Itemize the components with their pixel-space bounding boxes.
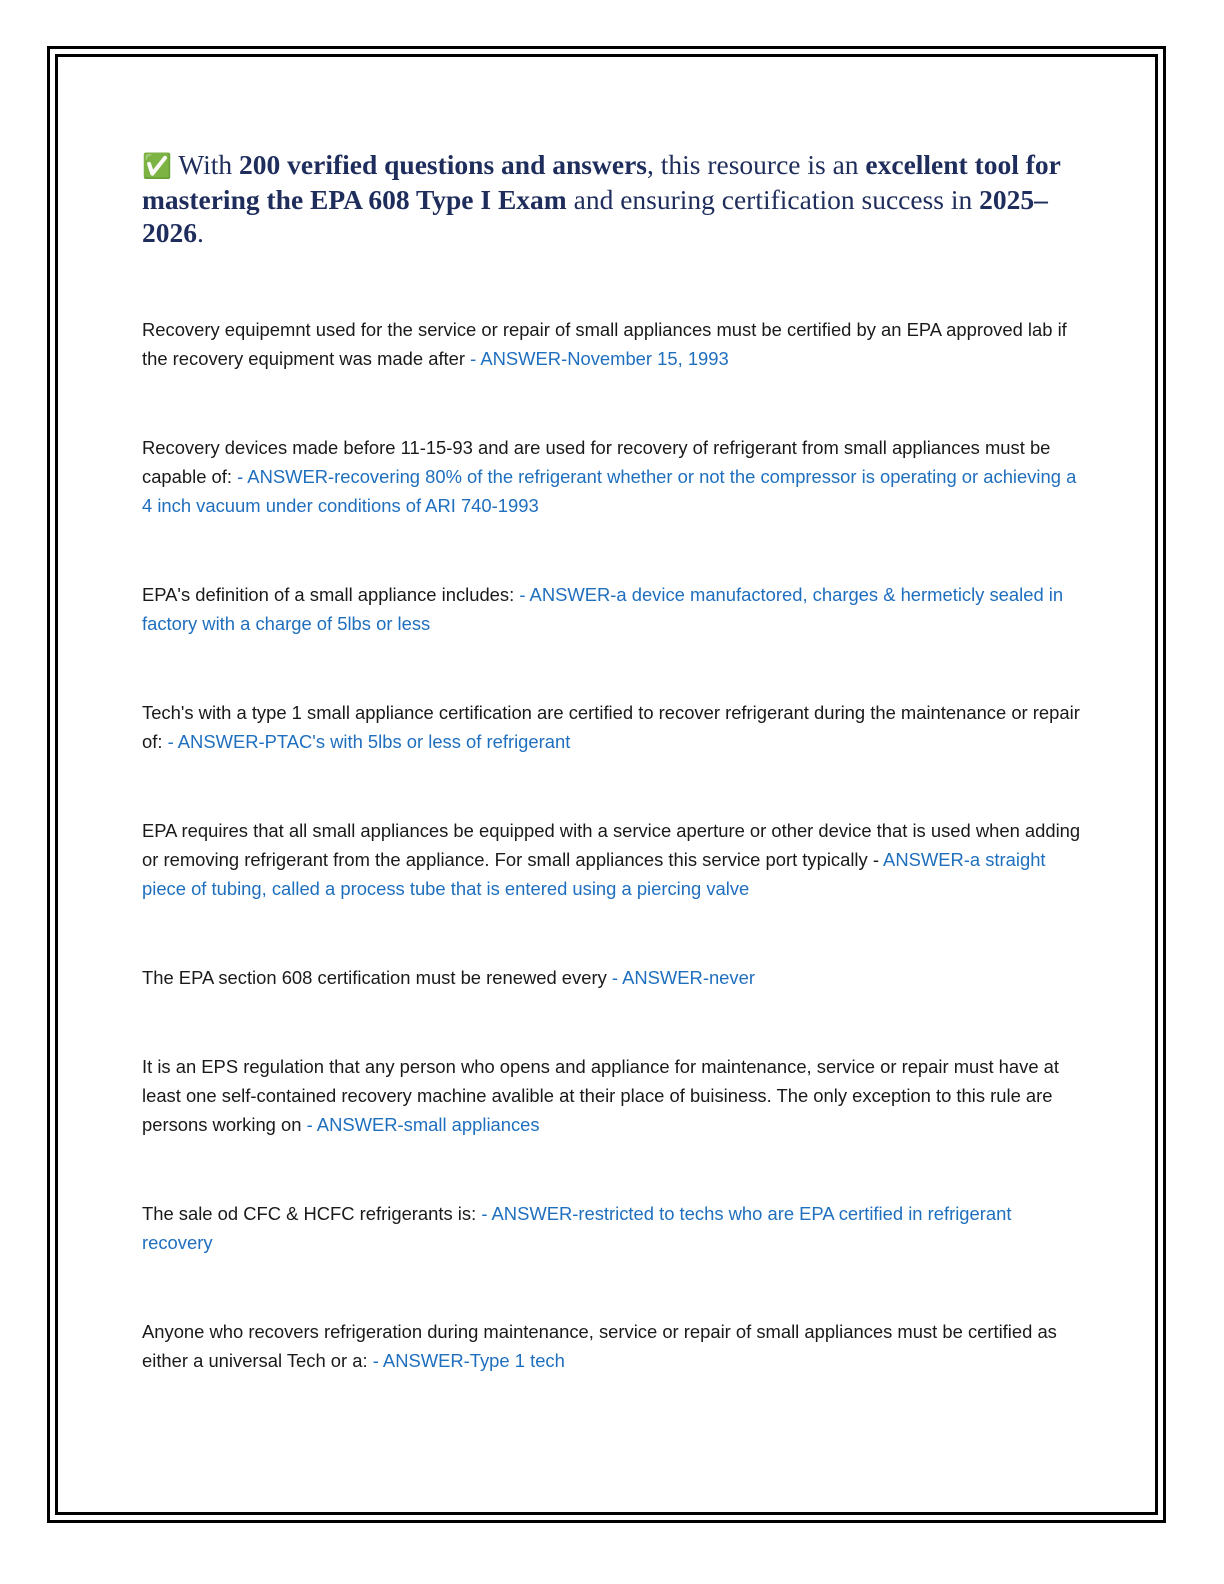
intro-bold-3: 2025–2026 (142, 184, 1048, 248)
question-text: Recovery devices made before 11-15-93 and are used for recovery of refrigerant from small appliances must be capable of: (142, 437, 1051, 487)
intro-bold-2: excellent tool for mastering the EPA 608 Type I Exam (142, 149, 1061, 215)
intro-text-3: and ensuring certification success in (566, 184, 980, 215)
answer-text: - ANSWER-PTAC's with 5lbs or less of refrigerant (167, 731, 571, 752)
qa-item (142, 433, 1082, 520)
question-text: Recovery equipemnt used for the service or repair of small appliances must be certified by an EPA approved lab if the recovery equipment was made after (142, 319, 1067, 369)
qa-item (142, 963, 1082, 992)
qa-item (142, 698, 1082, 756)
question-text: EPA requires that all small appliances be equipped with a service aperture or other device that is used when adding or removing refrigerant from the appliance. For small appliances this service port typically - (142, 820, 1081, 870)
question-text: The EPA section 608 certification must be renewed every (142, 967, 612, 988)
qa-item (142, 1317, 1082, 1375)
answer-text: - ANSWER-November 15, 1993 (470, 348, 729, 369)
answer-text: - ANSWER-a device manufactored, charges & hermeticly sealed in factory with a charge of 5lbs or less (142, 584, 1064, 634)
answer-text: - ANSWER-restricted to techs who are EPA certified in refrigerant recovery (142, 1203, 1012, 1253)
qa-item (142, 1052, 1082, 1139)
answer-text: - ANSWER-recovering 80% of the refrigerant whether or not the compressor is operating or achieving a 4 inch vacuum under conditions of ARI 740-1993 (142, 466, 1077, 516)
check-icon: ✅ (142, 152, 172, 180)
page-content (142, 148, 1082, 1435)
answer-text: ANSWER-a straight piece of tubing, called a process tube that is entered using a piercing valve (142, 849, 1046, 899)
qa-item (142, 816, 1082, 903)
intro-bold-1: 200 verified questions and answers (239, 149, 647, 180)
question-text: It is an EPS regulation that any person who opens and appliance for maintenance, service or repair must have at least one self-contained recovery machine avalible at their place of buisiness. The only exception to this rule are persons working on (142, 1056, 1059, 1135)
qa-item (142, 315, 1082, 373)
answer-text: - ANSWER-never (611, 967, 755, 988)
qa-item (142, 580, 1082, 638)
question-text: Anyone who recovers refrigeration during maintenance, service or repair of small appliances must be certified as either a universal Tech or a: (142, 1321, 1057, 1371)
intro-text-2: , this resource is an (646, 149, 866, 180)
intro-text-4: . (197, 217, 204, 248)
qa-item (142, 1199, 1082, 1257)
question-text: Tech's with a type 1 small appliance certification are certified to recover refrigerant during the maintenance or repair of: (142, 702, 1080, 752)
answer-text: - ANSWER-Type 1 tech (372, 1350, 565, 1371)
question-text: The sale od CFC & HCFC refrigerants is: (142, 1203, 482, 1224)
answer-text: - ANSWER-small appliances (306, 1114, 540, 1135)
intro-paragraph (142, 148, 1082, 249)
intro-text-1: With (171, 149, 240, 180)
question-text: EPA's definition of a small appliance includes: (142, 584, 520, 605)
